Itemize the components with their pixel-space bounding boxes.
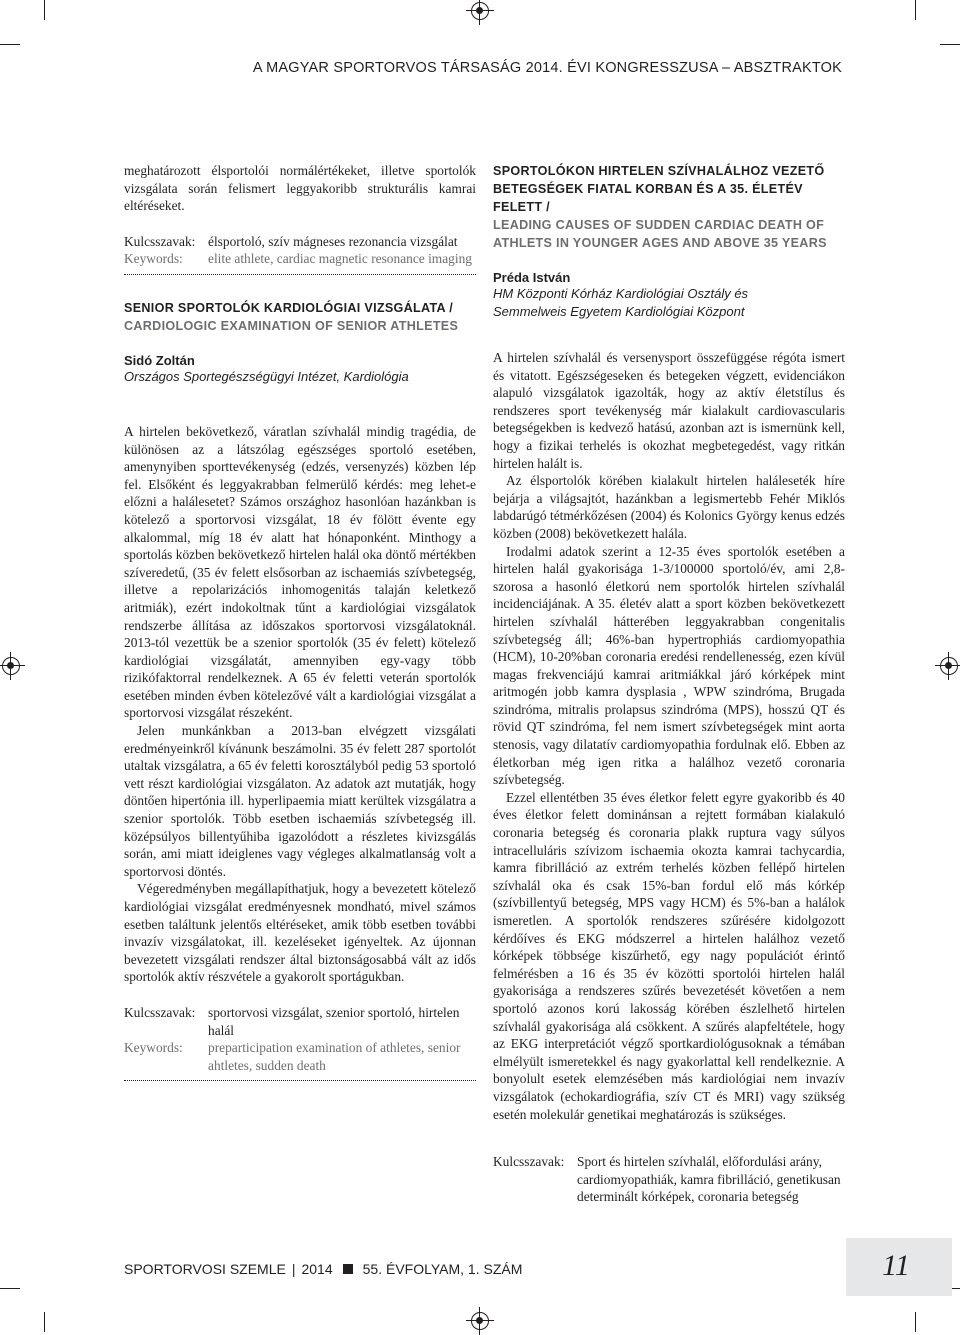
intro-text <box>124 162 476 215</box>
keywords-en-value: preparticipation examination of athletes, senior ahtletes, sudden death <box>208 1040 461 1073</box>
keywords-hu <box>124 1004 476 1039</box>
registration-mark-icon <box>940 657 958 675</box>
body-paragraph: A hirtelen szívhalál és versenysport összefüggése régóta ismert és vitatott. Egészségeseken és betegeken végzett, evidenciákon alapuló vizsgálatok igazolták, hogy az aktív életstílus és rendszeres sport tevékenység már kialakult cardiovascularis betegségekben is kedvező hatású, azonban azt is ismernünk kell, hogy a fizikai terhelés is okozhat megbetegedést, vagy ritkán hirtelen halált is. <box>493 350 845 471</box>
crop-mark <box>915 1312 916 1332</box>
article-affiliation-line: Semmelweis Egyetem Kardiológiai Központ <box>493 304 745 319</box>
keywords-label: Kulcsszavak: <box>493 1154 565 1170</box>
dotted-divider <box>124 274 476 275</box>
keywords-value: Sport és hirtelen szívhalál, előfordulási arány, cardiomyopathiák, kamra fibrilláció, genetikusan determinált kórképek, coronaria betegség <box>577 1154 841 1205</box>
body-paragraph: Jelen munkánkban a 2013-ban elvégzett vizsgálati eredményeinkről kívánunk beszámolni. 35 év felett 287 sportolót utaltak vizsgálatra, a 65 év feletti korosztályból pedig 53 sportoló vett részt kardiológiai vizsgálaton. Az adatok azt mutatják, hogy döntően hipertónia ill. hyperlipaemia miatt kerültek vizsgálatra a szenior sportolók. Több esetben ischaemiás szívbetegség ill. középsúlyos billentyűhiba igazolódott a részletes kivizsgálás során, ami miatt ideiglenes vagy végleges alkalmatlanság volt a sportorvosi döntés. <box>124 723 476 879</box>
right-column <box>493 162 845 1206</box>
article-title-en: CARDIOLOGIC EXAMINATION OF SENIOR ATHLETES <box>124 318 459 333</box>
article-author: Sidó Zoltán <box>124 352 195 368</box>
keywords-label: Kulcsszavak: <box>124 233 196 249</box>
article-title <box>493 162 845 252</box>
footer-volume: 55. ÉVFOLYAM, 1. SZÁM <box>362 1261 523 1277</box>
body-paragraph: A hirtelen bekövetkező, váratlan szívhalál mindig tragédia, de különösen az a látszólag egészséges sportoló esetében, amenynyiben sporttevékenység (edzés, versenyzés) közben lép fel. Elsőként és leggyakrabban felmerülő kérdés: meg lehet-e előzni a halálesetet? Számos országhoz hasonlóan hazánkban is kötelező a sportorvosi vizsgálat, 18 év fölött évente egy alkalommal, míg 18 év alatt hat hónaponként. Minthogy a sportolás közben bekövetkező hirtelen halál oka döntő mértékben szíveredetű, (35 év felett elsősorban az ischaemiás szívbetegség, illetve a repolarizációs inhomogenitás talaján keletkező aritmiák), ezért indokoltnak tűnt a kardiológiai vizsgálatok rendszerbe állítása az időszakos sportorvosi vizsgálatoknál. 2013-tól vezettük be a szenior sportolók (35 év felett) kötelező kardiológiai vizsgálatát, amennyiben egy-vagy több rizikófaktorral rendelkeznek. A 65 év feletti veterán sportolók esetében minden évben kötelezővé vált a kardiológiai vizsgálat a sportorvosi vizsgálat részeként. <box>124 423 476 721</box>
crop-mark <box>44 0 45 20</box>
crop-mark <box>940 44 960 45</box>
registration-mark-icon <box>2 657 20 675</box>
article-title-hu: SENIOR SPORTOLÓK KARDIOLÓGIAI VIZSGÁLATA / <box>124 300 454 315</box>
keywords-value: élsportoló, szív mágneses rezonancia vizsgálat <box>208 233 458 249</box>
keywords-block-2 <box>124 1004 476 1081</box>
body-paragraph: Ezzel ellentétben 35 éves életkor felett egyre gyakoribb és 40 éves életkor felett dominánsan a rejtett formában kialakuló coronaria betegség és coronaria plakk ruptura vagy súlyos intracelluláris szívizom ischaemia okozta kamrai tachycardia, kamra fibrilláció az extrém terhelés közben fellépő hirtelen szívhalál oka és csak 15%-ban fordul elő más kórkép (szívbillentyű betegség, MPS vagy HCM) és 5%-ban a halálok ismeretlen. A sportolók rendszeres szűrésére kidolgozott kérdőíves és EKG módszerrel a hirtelen halálhoz vezető kórképek többsége kiszűrhető, egy nagy populációt érintő felmérésben a 16 és 35 év közötti sportolói hirtelen halál gyakorisága a rendszeres szűrés bevezetését követően a nem sportoló azonos korú lakosság körében észlelhető hirtelen szívhalál gyakorisága alá csökkent. A szűrés alapfeltétele, hogy az EKG interpretációt végző sportkardiológusoknak a témában elmélyült ismeretekkel és nagy gyakorlattal kell rendelkeznie. A bonyolult esetek elemzésében más kardiológiai nem invazív vizsgálatok (echokardiográfia, szív CT és MRI) vagy szükség esetén molekulár genetikai meghatározás is szükséges. <box>493 789 845 1122</box>
square-bullet-icon <box>343 1264 353 1274</box>
article-author: Préda István <box>493 270 571 285</box>
body-paragraph: Irodalmi adatok szerint a 12-35 éves sportolók esetében a hirtelen halál gyakorisága 1-3/100000 sportoló/év, ami 2,8-szorosa a hasonló életkorú nem sportolók hirtelen szívhalál incidenciájának. A 35. életév alatt a sport közben bekövetkezett hirtelen szívhalál hátterében leggyakrabban congenitalis szívbetegség áll; 46%-ban hypertrophiás cardiomyopathia (HCM), 10-20%ban coronaria eredési rendellenesség, ezen kívül magas frekvenciájú kamrai aritmiákkal járó kórképek mint aritmogén jobb kamra dysplasia , WPW szindróma, Brugada szindróma, mitralis prolapsus szindróma (MPS), hosszú QT és rövid QT szindróma, fel nem ismert szívbetegségek mint aorta stenosis, vagy dilatatív cardiomyopathia fordulnak elő. Ebben az életkorban még igen ritka a halálhoz vezető coronaria szívbetegség. <box>493 543 845 788</box>
article-affiliation-line: HM Központi Kórház Kardiológiai Osztály és <box>493 286 749 301</box>
crop-mark <box>0 44 20 45</box>
article-senior <box>124 299 476 986</box>
crop-mark <box>0 1288 20 1289</box>
crop-mark <box>44 1312 45 1332</box>
keywords-hu <box>124 233 476 251</box>
keywords-label: Kulcsszavak: <box>124 1004 196 1020</box>
article-affiliation: Országos Sportegészségügyi Intézet, Kardiológia <box>124 368 409 384</box>
running-header: A MAGYAR SPORTORVOS TÁRSASÁG 2014. ÉVI KONGRESSZUSA – ABSZTRAKTOK <box>252 60 842 76</box>
keywords-en-label: Keywords: <box>124 1040 183 1056</box>
registration-mark-icon <box>471 2 489 20</box>
dotted-divider <box>124 1080 476 1081</box>
body-paragraph: Végeredményben megállapíthatjuk, hogy a bevezetett kötelező kardiológiai vizsgálat eredményesnek mondható, mivel számos esetben találtunk jelentős eltéréseket, amik több esetben további invazív vizsgálatokat, ill. kezeléseket igényeltek. Az újonnan bevezetett vizsgálati rendszer által biztonságosabbá vált az idős sportolók aktív részvétele a gyakorolt sportágukban. <box>124 881 476 985</box>
keywords-en <box>124 1039 476 1074</box>
footer-journal-info <box>124 1261 522 1277</box>
article-title-hu: SPORTOLÓKON HIRTELEN SZÍVHALÁLHOZ VEZETŐ BETEGSÉGEK FIATAL KORBAN ÉS A 35. ÉLETÉV FELETT / <box>493 164 825 214</box>
registration-mark-icon <box>471 1312 489 1330</box>
left-column <box>124 162 476 1081</box>
keywords-hu <box>493 1153 845 1206</box>
footer-separator: | <box>291 1261 296 1277</box>
footer-journal-name: SPORTORVOSI SZEMLE <box>124 1261 286 1277</box>
footer-year: 2014 <box>301 1261 333 1277</box>
article-title <box>124 299 476 335</box>
keywords-en-value: elite athlete, cardiac magnetic resonance imaging <box>208 251 472 267</box>
article-title-en: LEADING CAUSES OF SUDDEN CARDIAC DEATH OF ATHLETS IN YOUNGER AGES AND ABOVE 35 YEARS <box>493 218 827 250</box>
keywords-block-1 <box>124 233 476 275</box>
keywords-en-label: Keywords: <box>124 251 183 267</box>
crop-mark <box>915 0 916 20</box>
article-body <box>493 349 845 1123</box>
page-number: 11 <box>882 1249 910 1282</box>
article-body <box>124 423 476 986</box>
intro-paragraph: meghatározott élsportolói normálértékeket, illetve sportolók vizsgálata során felismert leggyakoribb strukturális kamrai eltéréseket. <box>124 163 476 214</box>
keywords-value: sportorvosi vizsgálat, szenior sportoló, hirtelen halál <box>208 1004 460 1038</box>
body-paragraph: Az élsportolók körében kialakult hirtelen haláleseték híre bejárja a világsajtót, hazánkban a legismertebb Fehér Miklós labdarúgó tétmérkőzésen (2004) és Kolonics György kenus edzés közben (2008) bekövetkezett halála. <box>493 473 845 541</box>
keywords-en <box>124 250 476 268</box>
